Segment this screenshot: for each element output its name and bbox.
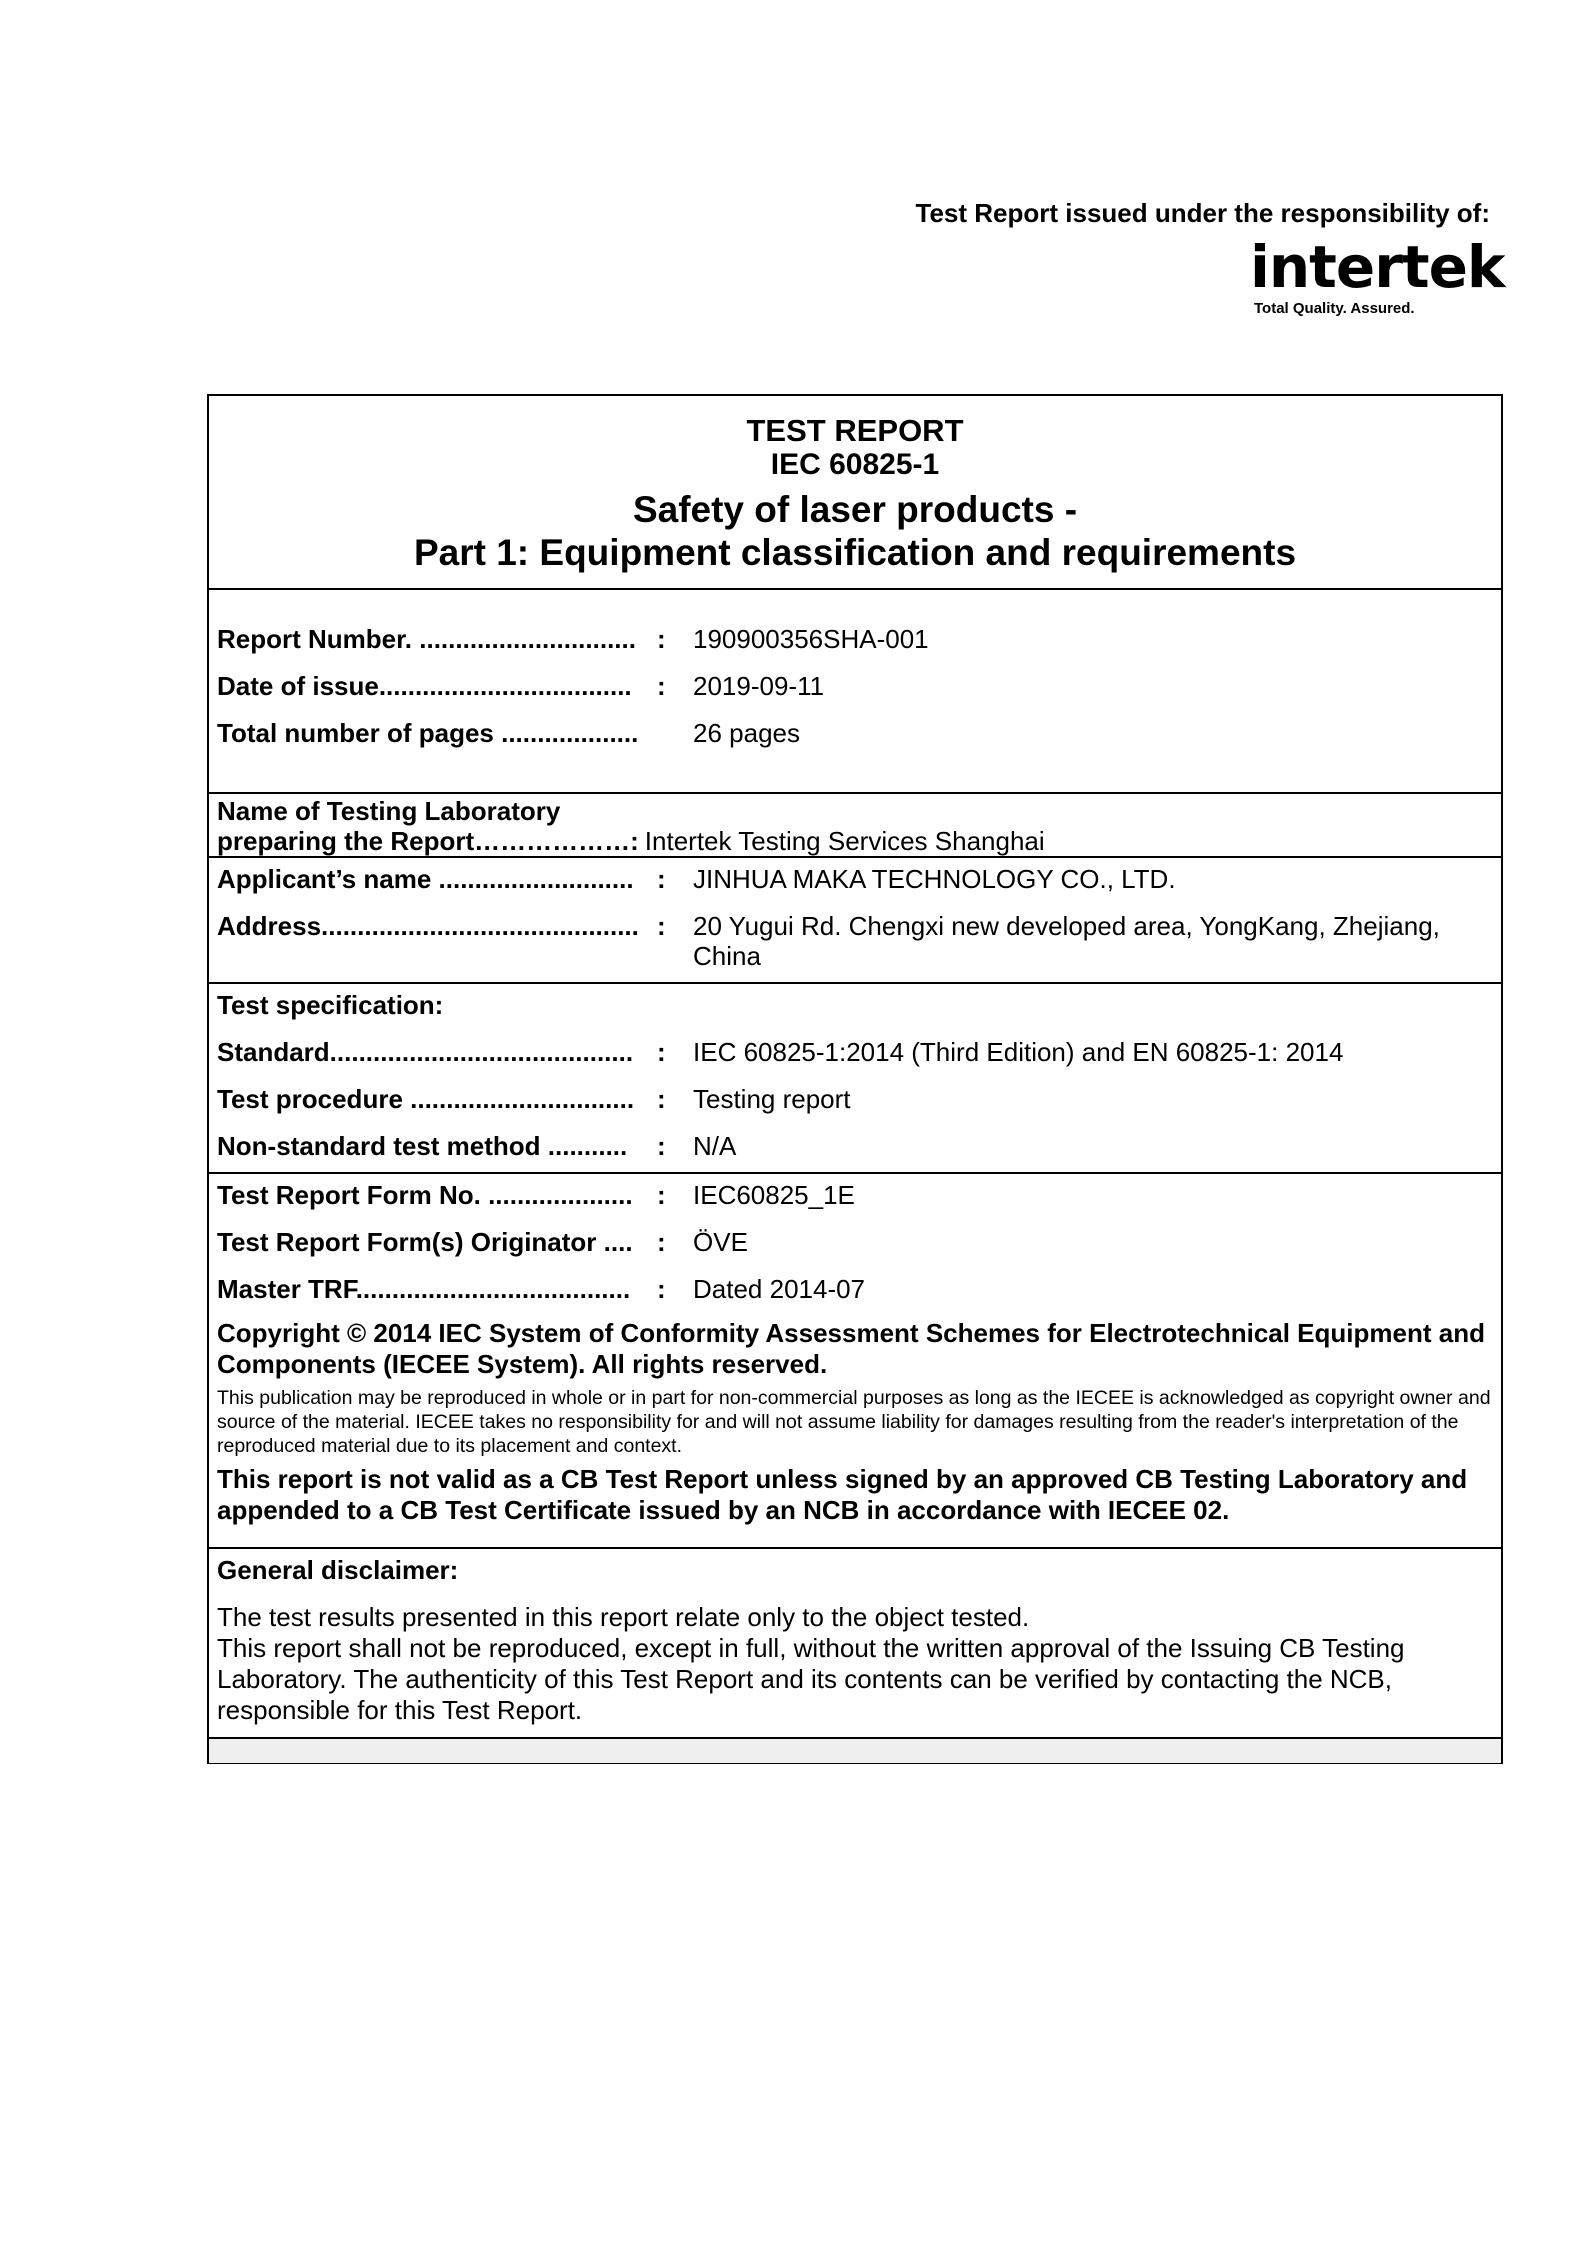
total-pages-value: 26 pages (693, 718, 800, 748)
trf-number-row (217, 1180, 1493, 1210)
colon: : (657, 1037, 666, 1067)
report-title-block (209, 396, 1501, 590)
trf-originator-value: ÖVE (693, 1227, 748, 1257)
applicant-name-row (217, 864, 1493, 894)
test-specification-section (209, 984, 1501, 1174)
test-procedure-row (217, 1084, 1493, 1114)
master-trf-row (217, 1274, 1493, 1304)
test-procedure-label: Test procedure ............................... (217, 1084, 635, 1114)
trf-section (209, 1174, 1501, 1549)
applicant-section (209, 858, 1501, 984)
date-of-issue-row (217, 671, 1493, 701)
testing-lab-label-line2: preparing the Report………………: (217, 826, 639, 856)
date-of-issue-label: Date of issue................................... (217, 671, 632, 701)
standard-title: Safety of laser products - (632, 489, 1078, 530)
trf-originator-row (217, 1227, 1493, 1257)
standard-label: Standard.......................................... (217, 1037, 634, 1067)
total-pages-label: Total number of pages ................... (217, 718, 639, 748)
trf-originator-label: Test Report Form(s) Originator .... (217, 1227, 633, 1257)
issued-under-responsibility-text: Test Report issued under the responsibility of: (915, 198, 1490, 228)
standard-row (217, 1037, 1493, 1067)
logo-wordmark: intertek (1250, 233, 1505, 301)
colon: : (657, 1227, 666, 1257)
trf-number-label: Test Report Form No. .................... (217, 1180, 633, 1210)
non-standard-method-value: N/A (693, 1131, 737, 1161)
standard-number: IEC 60825-1 (770, 448, 940, 481)
colon: : (657, 1084, 666, 1114)
address-value: 20 Yugui Rd. Chengxi new developed area, YongKang, Zhejiang, China (693, 911, 1440, 971)
report-number-row (217, 624, 1493, 654)
standard-value: IEC 60825-1:2014 (Third Edition) and EN 60825-1: 2014 (693, 1037, 1344, 1067)
address-row (217, 911, 1493, 971)
report-info-section (209, 590, 1501, 794)
test-specification-heading: Test specification: (217, 990, 444, 1020)
non-standard-method-label: Non-standard test method ........... (217, 1131, 628, 1161)
colon: : (657, 1274, 666, 1304)
total-pages-row (217, 718, 1493, 748)
cb-validity-note: This report is not valid as a CB Test Report unless signed by an approved CB Testing Laboratory and appended to a CB Test Certificate issued by an NCB in accordance with IECEE 02. (217, 1464, 1468, 1525)
date-of-issue-value: 2019-09-11 (693, 671, 825, 701)
colon: : (657, 864, 666, 894)
table-footer-strip (209, 1739, 1501, 1763)
testing-lab-row (217, 826, 1493, 856)
reproduction-notice: This publication may be reproduced in whole or in part for non-commercial purposes as long as the IECEE is acknowledged as copyright owner and source of the material. IECEE takes no responsibility for and will not assume liability for damages resulting from the reader's interpretation of the reproduced material due to its placement and context. (217, 1387, 1491, 1457)
non-standard-method-row (217, 1131, 1493, 1161)
disclaimer-text-2: This report shall not be reproduced, except in full, without the written approval of the Issuing CB Testing Laboratory. The authenticity of this Test Report and its contents can be verified by contacting the NCB, responsible for this Test Report. (217, 1633, 1405, 1725)
general-disclaimer-heading: General disclaimer: (217, 1555, 459, 1585)
test-procedure-value: Testing report (693, 1084, 851, 1114)
standard-subtitle: Part 1: Equipment classification and requirements (413, 532, 1297, 573)
testing-lab-section (209, 794, 1501, 858)
applicant-name-value: JINHUA MAKA TECHNOLOGY CO., LTD. (693, 864, 1176, 894)
applicant-name-label: Applicant’s name ........................... (217, 864, 634, 894)
master-trf-label: Master TRF...................................... (217, 1274, 631, 1304)
colon: : (657, 671, 666, 701)
master-trf-value: Dated 2014-07 (693, 1274, 866, 1304)
logo-tagline: Total Quality. Assured. (1254, 300, 1415, 317)
report-number-value: 190900356SHA-001 (693, 624, 929, 654)
testing-lab-label-line1: Name of Testing Laboratory (217, 796, 561, 826)
report-number-label: Report Number. .............................. (217, 624, 636, 654)
colon: : (657, 1131, 666, 1161)
test-report-box (207, 394, 1503, 1764)
intertek-logo (1250, 233, 1505, 322)
report-title: TEST REPORT (746, 413, 964, 448)
address-label: Address............................................ (217, 911, 639, 941)
testing-lab-value: Intertek Testing Services Shanghai (644, 826, 1045, 856)
general-disclaimer-section (209, 1549, 1501, 1739)
colon: : (657, 624, 666, 654)
trf-number-value: IEC60825_1E (693, 1180, 855, 1210)
colon: : (657, 911, 666, 941)
copyright-notice: Copyright © 2014 IEC System of Conformity Assessment Schemes for Electrotechnical Equipment and Components (IECEE System). All rights reserved. (217, 1318, 1485, 1379)
disclaimer-text-1: The test results presented in this report relate only to the object tested. (217, 1602, 1030, 1632)
colon: : (657, 1180, 666, 1210)
